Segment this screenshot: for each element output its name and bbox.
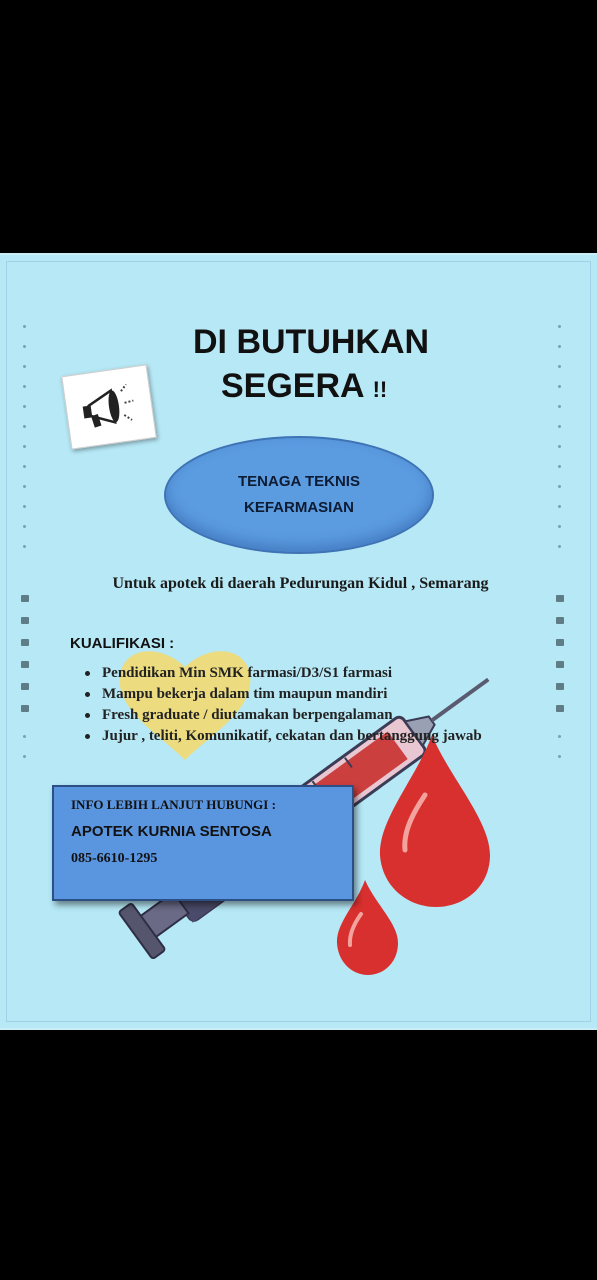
phone-number[interactable]: 085-6610-1295 [71,851,158,866]
headline [193,320,429,412]
job-title-line1: TENAGA TEKNIS [238,473,360,490]
job-title-oval [164,436,434,554]
headline-line2 [193,364,429,412]
megaphone-icon [75,375,142,439]
megaphone-card [61,364,156,449]
job-poster [0,253,597,1030]
qualifications-list [80,663,482,747]
contact-box [52,785,354,901]
qualifications-title: KUALIFIKASI : [70,635,175,652]
headline-exclaim: !! [372,377,388,402]
list-item: Fresh graduate / diutamakan berpengalaman [80,705,482,726]
list-item: Mampu bekerja dalam tim maupun mandiri [80,684,482,705]
list-item: Jujur , teliti, Komunikatif, cekatan dan bertanggung jawab [80,726,482,747]
list-item: Pendidikan Min SMK farmasi/D3/S1 farmasi [80,663,482,684]
pharmacy-name: APOTEK KURNIA SENTOSA [71,823,272,840]
headline-urgent: SEGERA [221,367,365,405]
headline-line1: DI BUTUHKAN [193,323,430,361]
location-text: Untuk apotek di daerah Pedurungan Kidul , Semarang [112,575,489,592]
job-title-line2: KEFARMASIAN [243,499,354,516]
contact-label: INFO LEBIH LANJUT HUBUNGI : [71,797,276,812]
